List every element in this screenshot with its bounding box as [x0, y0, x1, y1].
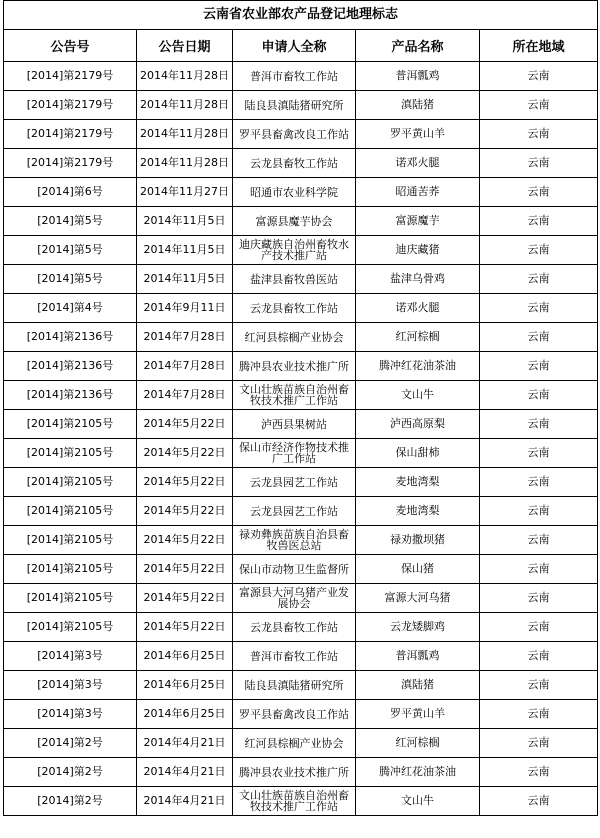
cell-applicant-name: 迪庆藏族自治州畜牧水产技术推广站 — [233, 236, 356, 265]
cell-announcement-date: 2014年5月22日 — [137, 497, 233, 526]
cell-product-name: 腾冲红花油茶油 — [356, 758, 480, 787]
table-row — [4, 468, 598, 497]
cell-announcement-date: 2014年7月28日 — [137, 323, 233, 352]
table-row — [4, 120, 598, 149]
cell-applicant-name: 禄劝彝族苗族自治县畜牧兽医总站 — [233, 526, 356, 555]
cell-applicant-name: 云龙县园艺工作站 — [233, 468, 356, 497]
cell-region: 云南 — [480, 468, 598, 497]
cell-region: 云南 — [480, 352, 598, 381]
header-product-name: 产品名称 — [356, 30, 480, 62]
table-row — [4, 381, 598, 410]
cell-product-name: 文山牛 — [356, 787, 480, 816]
table-row — [4, 178, 598, 207]
cell-applicant-name: 文山壮族苗族自治州畜牧技术推广工作站 — [233, 381, 356, 410]
cell-region: 云南 — [480, 178, 598, 207]
cell-region: 云南 — [480, 120, 598, 149]
cell-product-name: 云龙矮脚鸡 — [356, 613, 480, 642]
table-row — [4, 555, 598, 584]
table-row — [4, 62, 598, 91]
cell-product-name: 诺邓火腿 — [356, 149, 480, 178]
table-row — [4, 265, 598, 294]
cell-announcement-no: [2014]第2136号 — [4, 352, 137, 381]
cell-product-name: 富源魔芋 — [356, 207, 480, 236]
cell-announcement-date: 2014年11月28日 — [137, 62, 233, 91]
cell-product-name: 腾冲红花油茶油 — [356, 352, 480, 381]
cell-applicant-name: 普洱市畜牧工作站 — [233, 62, 356, 91]
cell-product-name: 罗平黄山羊 — [356, 120, 480, 149]
cell-announcement-date: 2014年5月22日 — [137, 613, 233, 642]
cell-region: 云南 — [480, 323, 598, 352]
cell-applicant-name: 保山市经济作物技术推广工作站 — [233, 439, 356, 468]
cell-region: 云南 — [480, 410, 598, 439]
cell-announcement-date: 2014年11月28日 — [137, 91, 233, 120]
cell-announcement-no: [2014]第2105号 — [4, 526, 137, 555]
cell-announcement-no: [2014]第2105号 — [4, 497, 137, 526]
cell-product-name: 禄劝撒坝猪 — [356, 526, 480, 555]
cell-announcement-date: 2014年11月28日 — [137, 149, 233, 178]
cell-region: 云南 — [480, 671, 598, 700]
table-row — [4, 787, 598, 816]
cell-announcement-date: 2014年4月21日 — [137, 758, 233, 787]
cell-announcement-no: [2014]第5号 — [4, 207, 137, 236]
cell-region: 云南 — [480, 613, 598, 642]
cell-announcement-no: [2014]第2105号 — [4, 410, 137, 439]
cell-announcement-date: 2014年6月25日 — [137, 700, 233, 729]
cell-product-name: 滇陆猪 — [356, 671, 480, 700]
table-row — [4, 526, 598, 555]
cell-announcement-date: 2014年11月5日 — [137, 236, 233, 265]
cell-region: 云南 — [480, 758, 598, 787]
cell-applicant-name: 罗平县畜禽改良工作站 — [233, 700, 356, 729]
cell-product-name: 麦地湾梨 — [356, 468, 480, 497]
cell-region: 云南 — [480, 729, 598, 758]
cell-announcement-date: 2014年9月11日 — [137, 294, 233, 323]
cell-region: 云南 — [480, 149, 598, 178]
cell-product-name: 迪庆藏猪 — [356, 236, 480, 265]
cell-announcement-no: [2014]第3号 — [4, 642, 137, 671]
table-row — [4, 207, 598, 236]
cell-announcement-date: 2014年5月22日 — [137, 526, 233, 555]
cell-region: 云南 — [480, 236, 598, 265]
cell-product-name: 保山猪 — [356, 555, 480, 584]
cell-product-name: 红河棕榈 — [356, 323, 480, 352]
table-row — [4, 323, 598, 352]
table-body — [4, 62, 598, 816]
cell-applicant-name: 富源县大河乌猪产业发展协会 — [233, 584, 356, 613]
cell-announcement-no: [2014]第2105号 — [4, 555, 137, 584]
cell-region: 云南 — [480, 439, 598, 468]
cell-announcement-date: 2014年4月21日 — [137, 729, 233, 758]
document — [3, 0, 597, 816]
cell-applicant-name: 云龙县畜牧工作站 — [233, 149, 356, 178]
cell-product-name: 文山牛 — [356, 381, 480, 410]
cell-applicant-name: 泸西县果树站 — [233, 410, 356, 439]
cell-product-name: 泸西高原梨 — [356, 410, 480, 439]
cell-applicant-name: 腾冲县农业技术推广所 — [233, 758, 356, 787]
cell-announcement-no: [2014]第2105号 — [4, 613, 137, 642]
cell-product-name: 红河棕榈 — [356, 729, 480, 758]
table-row — [4, 613, 598, 642]
cell-region: 云南 — [480, 642, 598, 671]
cell-region: 云南 — [480, 91, 598, 120]
table-row — [4, 439, 598, 468]
cell-region: 云南 — [480, 265, 598, 294]
cell-product-name: 麦地湾梨 — [356, 497, 480, 526]
header-region: 所在地域 — [480, 30, 598, 62]
cell-applicant-name: 昭通市农业科学院 — [233, 178, 356, 207]
table-row — [4, 584, 598, 613]
cell-announcement-date: 2014年7月28日 — [137, 352, 233, 381]
cell-announcement-date: 2014年11月27日 — [137, 178, 233, 207]
cell-applicant-name: 罗平县畜禽改良工作站 — [233, 120, 356, 149]
cell-announcement-no: [2014]第5号 — [4, 236, 137, 265]
cell-announcement-no: [2014]第2号 — [4, 758, 137, 787]
cell-applicant-name: 云龙县畜牧工作站 — [233, 294, 356, 323]
cell-applicant-name: 陆良县滇陆猪研究所 — [233, 671, 356, 700]
cell-announcement-date: 2014年5月22日 — [137, 410, 233, 439]
cell-product-name: 诺邓火腿 — [356, 294, 480, 323]
table-row — [4, 294, 598, 323]
cell-product-name: 昭通苦荞 — [356, 178, 480, 207]
header-announcement-no: 公告号 — [4, 30, 137, 62]
cell-region: 云南 — [480, 526, 598, 555]
cell-announcement-date: 2014年7月28日 — [137, 381, 233, 410]
table-row — [4, 642, 598, 671]
cell-announcement-no: [2014]第2179号 — [4, 120, 137, 149]
cell-region: 云南 — [480, 62, 598, 91]
table-row — [4, 236, 598, 265]
cell-product-name: 普洱瓢鸡 — [356, 62, 480, 91]
cell-announcement-no: [2014]第2179号 — [4, 91, 137, 120]
cell-region: 云南 — [480, 207, 598, 236]
cell-region: 云南 — [480, 787, 598, 816]
cell-announcement-date: 2014年11月5日 — [137, 265, 233, 294]
cell-applicant-name: 文山壮族苗族自治州畜牧技术推广工作站 — [233, 787, 356, 816]
cell-announcement-no: [2014]第2号 — [4, 787, 137, 816]
cell-product-name: 保山甜柿 — [356, 439, 480, 468]
cell-applicant-name: 红河县棕榈产业协会 — [233, 323, 356, 352]
cell-applicant-name: 陆良县滇陆猪研究所 — [233, 91, 356, 120]
table-title: 云南省农业部农产品登记地理标志 — [4, 1, 598, 30]
cell-announcement-date: 2014年6月25日 — [137, 671, 233, 700]
cell-announcement-no: [2014]第3号 — [4, 700, 137, 729]
cell-announcement-no: [2014]第2136号 — [4, 381, 137, 410]
cell-announcement-no: [2014]第2号 — [4, 729, 137, 758]
title-row — [4, 1, 598, 30]
cell-announcement-no: [2014]第2179号 — [4, 62, 137, 91]
cell-announcement-no: [2014]第3号 — [4, 671, 137, 700]
cell-announcement-no: [2014]第2105号 — [4, 584, 137, 613]
cell-announcement-date: 2014年4月21日 — [137, 787, 233, 816]
cell-product-name: 盐津乌骨鸡 — [356, 265, 480, 294]
table-row — [4, 410, 598, 439]
header-row — [4, 30, 598, 62]
cell-applicant-name: 腾冲县农业技术推广所 — [233, 352, 356, 381]
table-row — [4, 91, 598, 120]
cell-region: 云南 — [480, 584, 598, 613]
cell-applicant-name: 保山市动物卫生监督所 — [233, 555, 356, 584]
cell-announcement-date: 2014年11月5日 — [137, 207, 233, 236]
cell-applicant-name: 普洱市畜牧工作站 — [233, 642, 356, 671]
header-applicant-name: 申请人全称 — [233, 30, 356, 62]
table-row — [4, 758, 598, 787]
cell-product-name: 普洱瓢鸡 — [356, 642, 480, 671]
cell-announcement-date: 2014年5月22日 — [137, 439, 233, 468]
cell-product-name: 富源大河乌猪 — [356, 584, 480, 613]
cell-product-name: 滇陆猪 — [356, 91, 480, 120]
cell-region: 云南 — [480, 294, 598, 323]
cell-applicant-name: 富源县魔芋协会 — [233, 207, 356, 236]
cell-region: 云南 — [480, 700, 598, 729]
cell-announcement-date: 2014年5月22日 — [137, 584, 233, 613]
cell-product-name: 罗平黄山羊 — [356, 700, 480, 729]
cell-announcement-no: [2014]第2179号 — [4, 149, 137, 178]
cell-region: 云南 — [480, 381, 598, 410]
cell-announcement-date: 2014年11月28日 — [137, 120, 233, 149]
cell-announcement-no: [2014]第2136号 — [4, 323, 137, 352]
table-row — [4, 700, 598, 729]
table-row — [4, 671, 598, 700]
header-announcement-date: 公告日期 — [137, 30, 233, 62]
cell-applicant-name: 盐津县畜牧兽医站 — [233, 265, 356, 294]
cell-announcement-date: 2014年5月22日 — [137, 468, 233, 497]
registration-table — [3, 0, 598, 816]
cell-announcement-no: [2014]第4号 — [4, 294, 137, 323]
table-row — [4, 352, 598, 381]
table-row — [4, 149, 598, 178]
cell-announcement-no: [2014]第5号 — [4, 265, 137, 294]
cell-applicant-name: 红河县棕榈产业协会 — [233, 729, 356, 758]
table-row — [4, 497, 598, 526]
cell-announcement-no: [2014]第2105号 — [4, 439, 137, 468]
cell-announcement-date: 2014年5月22日 — [137, 555, 233, 584]
cell-region: 云南 — [480, 497, 598, 526]
cell-applicant-name: 云龙县园艺工作站 — [233, 497, 356, 526]
cell-applicant-name: 云龙县畜牧工作站 — [233, 613, 356, 642]
cell-announcement-no: [2014]第6号 — [4, 178, 137, 207]
cell-region: 云南 — [480, 555, 598, 584]
table-row — [4, 729, 598, 758]
cell-announcement-date: 2014年6月25日 — [137, 642, 233, 671]
cell-announcement-no: [2014]第2105号 — [4, 468, 137, 497]
